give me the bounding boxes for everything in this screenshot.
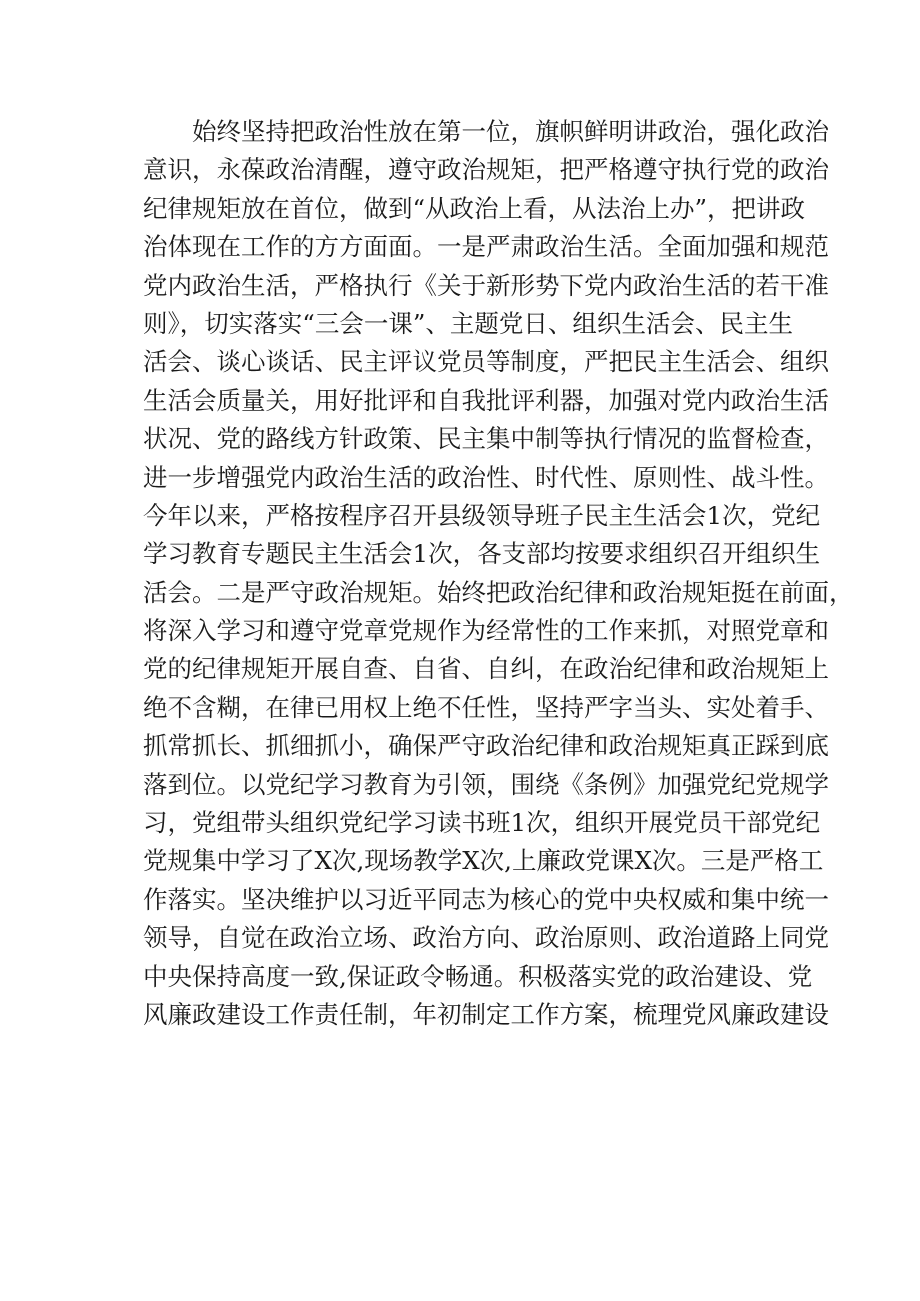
text-line: 活会、谈心谈话、民主评议党员等制度，严把民主生活会、组织 xyxy=(143,347,829,377)
text-line: 学习教育专题民主生活会1次，各支部均按要求组织召开组织生 xyxy=(143,539,821,569)
text-line: 中央保持高度一致,保证政令畅通。积极落实党的政治建设、党 xyxy=(143,961,813,991)
text-line: 状况、党的路线方针政策、民主集中制等执行情况的监督检查， xyxy=(143,424,829,454)
text-line: 风廉政建设工作责任制，年初制定工作方案，梳理党风廉政建设 xyxy=(143,999,829,1029)
text-line: 党规集中学习了X次,现场教学X次,上廉政党课X次。三是严格工 xyxy=(143,846,824,876)
text-line: 今年以来，严格按程序召开县级领导班子民主生活会1次，党纪 xyxy=(143,500,821,530)
text-line: 活会。二是严守政治规矩。始终把政治纪律和政治规矩挺在前面， xyxy=(143,577,854,607)
body-paragraph xyxy=(143,113,854,1034)
text-line: 领导，自觉在政治立场、政治方向、政治原则、政治道路上同党 xyxy=(143,923,829,953)
text-line: 作落实。坚决维护以习近平同志为核心的党中央权威和集中统一 xyxy=(143,884,829,914)
text-line: 生活会质量关，用好批评和自我批评利器，加强对党内政治生活 xyxy=(143,385,829,415)
text-line: 纪律规矩放在首位，做到“从政治上看，从法治上办”，把讲政 xyxy=(143,193,806,223)
text-line: 党的纪律规矩开展自查、自省、自纠，在政治纪律和政治规矩上 xyxy=(143,654,829,684)
text-line: 将深入学习和遵守党章党规作为经常性的工作来抓，对照党章和 xyxy=(143,616,829,646)
text-line: 治体现在工作的方方面面。一是严肃政治生活。全面加强和规范 xyxy=(143,232,829,262)
text-line: 始终坚持把政治性放在第一位，旗帜鲜明讲政治，强化政治 xyxy=(192,117,829,146)
text-line: 进一步增强党内政治生活的政治性、时代性、原则性、战斗性。 xyxy=(143,462,829,492)
text-line: 则》，切实落实“三会一课”、主题党日、组织生活会、民主生 xyxy=(143,308,793,338)
text-line: 落到位。以党纪学习教育为引领，围绕《条例》加强党纪党规学 xyxy=(143,769,829,799)
text-line: 抓常抓长、抓细抓小，确保严守政治纪律和政治规矩真正踩到底 xyxy=(143,731,829,761)
text-line: 党内政治生活，严格执行《关于新形势下党内政治生活的若干准 xyxy=(143,270,829,300)
text-line: 意识，永葆政治清醒，遵守政治规矩，把严格遵守执行党的政治 xyxy=(143,155,829,185)
text-line: 习，党组带头组织党纪学习读书班1次，组织开展党员干部党纪 xyxy=(143,808,821,838)
text-line: 绝不含糊，在律已用权上绝不任性，坚持严字当头、实处着手、 xyxy=(143,692,829,722)
